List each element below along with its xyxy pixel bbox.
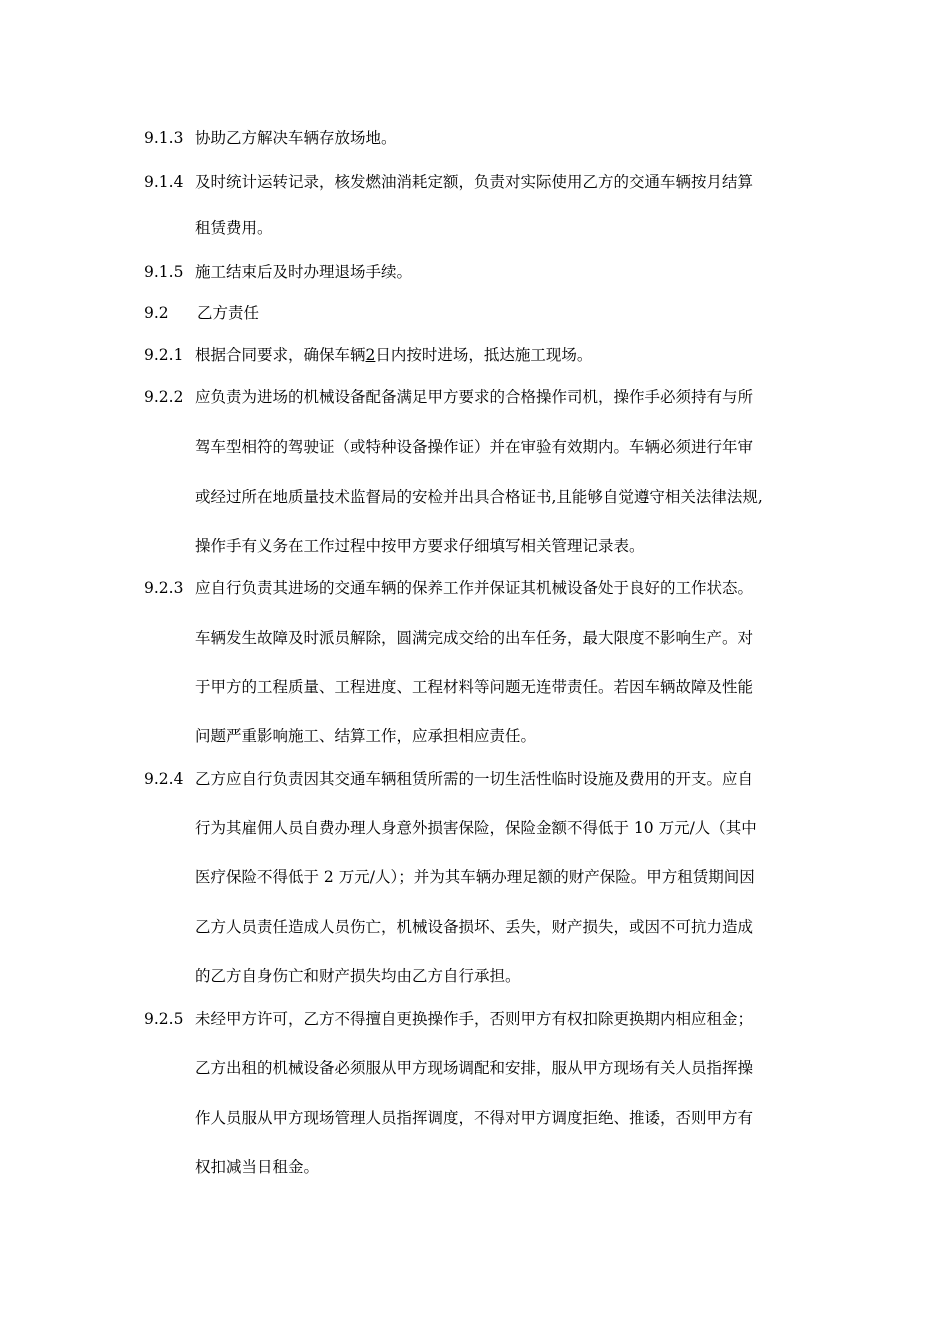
clause-text [195,345,592,365]
clause-9-2-4-continuation: 的乙方自身伤亡和财产损失均由乙方自行承担。 [195,967,521,985]
clause-9-2-4-continuation: 行为其雇佣人员自费办理人身意外损害保险，保险金额不得低于 10 万元/人（其中 [195,819,757,837]
clause-9-2-3-continuation: 于甲方的工程质量、工程进度、工程材料等问题无连带责任。若因车辆故障及性能 [195,678,754,696]
clause-number: 9.2.2 [144,388,184,406]
clause-text: 施工结束后及时办理退场手续。 [195,263,413,281]
clause-number: 9.2.5 [144,1010,184,1028]
clause-9-2-4-continuation: 医疗保险不得低于 2 万元/人）；并为其车辆办理足额的财产保险。甲方租赁期间因 [195,868,755,886]
clause-9-2-5-continuation: 作人员服从甲方现场管理人员指挥调度，不得对甲方调度拒绝、推诿，否则甲方有 [195,1109,754,1127]
clause-9-2-2-continuation: 驾车型相符的驾驶证（或特种设备操作证）并在审验有效期内。车辆必须进行年审 [195,438,754,456]
clause-number: 9.2.3 [144,579,184,597]
section-number: 9.2 [144,304,169,322]
clause-text-part: 日内按时进场，抵达施工现场。 [375,346,593,364]
clause-text: 及时统计运转记录，核发燃油消耗定额，负责对实际使用乙方的交通车辆按月结算 [195,173,754,191]
clause-9-1-4-continuation: 租赁费用。 [195,219,273,237]
clause-text: 协助乙方解决车辆存放场地。 [195,129,397,147]
clause-9-2-3-continuation: 问题严重影响施工、结算工作，应承担相应责任。 [195,727,537,745]
clause-number: 9.1.5 [144,263,184,281]
clause-number: 9.1.4 [144,173,184,191]
clause-text: 应自行负责其进场的交通车辆的保养工作并保证其机械设备处于良好的工作状态。 [195,579,754,597]
clause-text: 乙方应自行负责因其交通车辆租赁所需的一切生活性临时设施及费用的开支。应自 [195,770,754,788]
clause-number: 9.2.4 [144,770,184,788]
clause-number: 9.2.1 [144,346,184,364]
clause-9-2-5-continuation: 乙方出租的机械设备必须服从甲方现场调配和安排，服从甲方现场有关人员指挥操 [195,1059,754,1077]
clause-text: 未经甲方许可，乙方不得擅自更换操作手，否则甲方有权扣除更换期内相应租金； [195,1010,754,1028]
section-title: 乙方责任 [197,304,260,322]
clause-9-2-4-continuation: 乙方人员责任造成人员伤亡，机械设备损坏、丢失，财产损失，或因不可抗力造成 [195,918,754,936]
days-value: 2 [365,346,376,364]
clause-9-2-5-continuation: 权扣减当日租金。 [195,1158,320,1176]
clause-number: 9.1.3 [144,129,184,147]
clause-9-2-2-continuation: 或经过所在地质量技术监督局的安检并出具合格证书,且能够自觉遵守相关法律法规, [195,488,763,506]
clause-text: 应负责为进场的机械设备配备满足甲方要求的合格操作司机，操作手必须持有与所 [195,388,754,406]
clause-9-2-2-continuation: 操作手有义务在工作过程中按甲方要求仔细填写相关管理记录表。 [195,537,645,555]
clause-text-part: 根据合同要求，确保车辆 [195,346,366,364]
clause-9-2-3-continuation: 车辆发生故障及时派员解除，圆满完成交给的出车任务，最大限度不影响生产。对 [195,629,754,647]
